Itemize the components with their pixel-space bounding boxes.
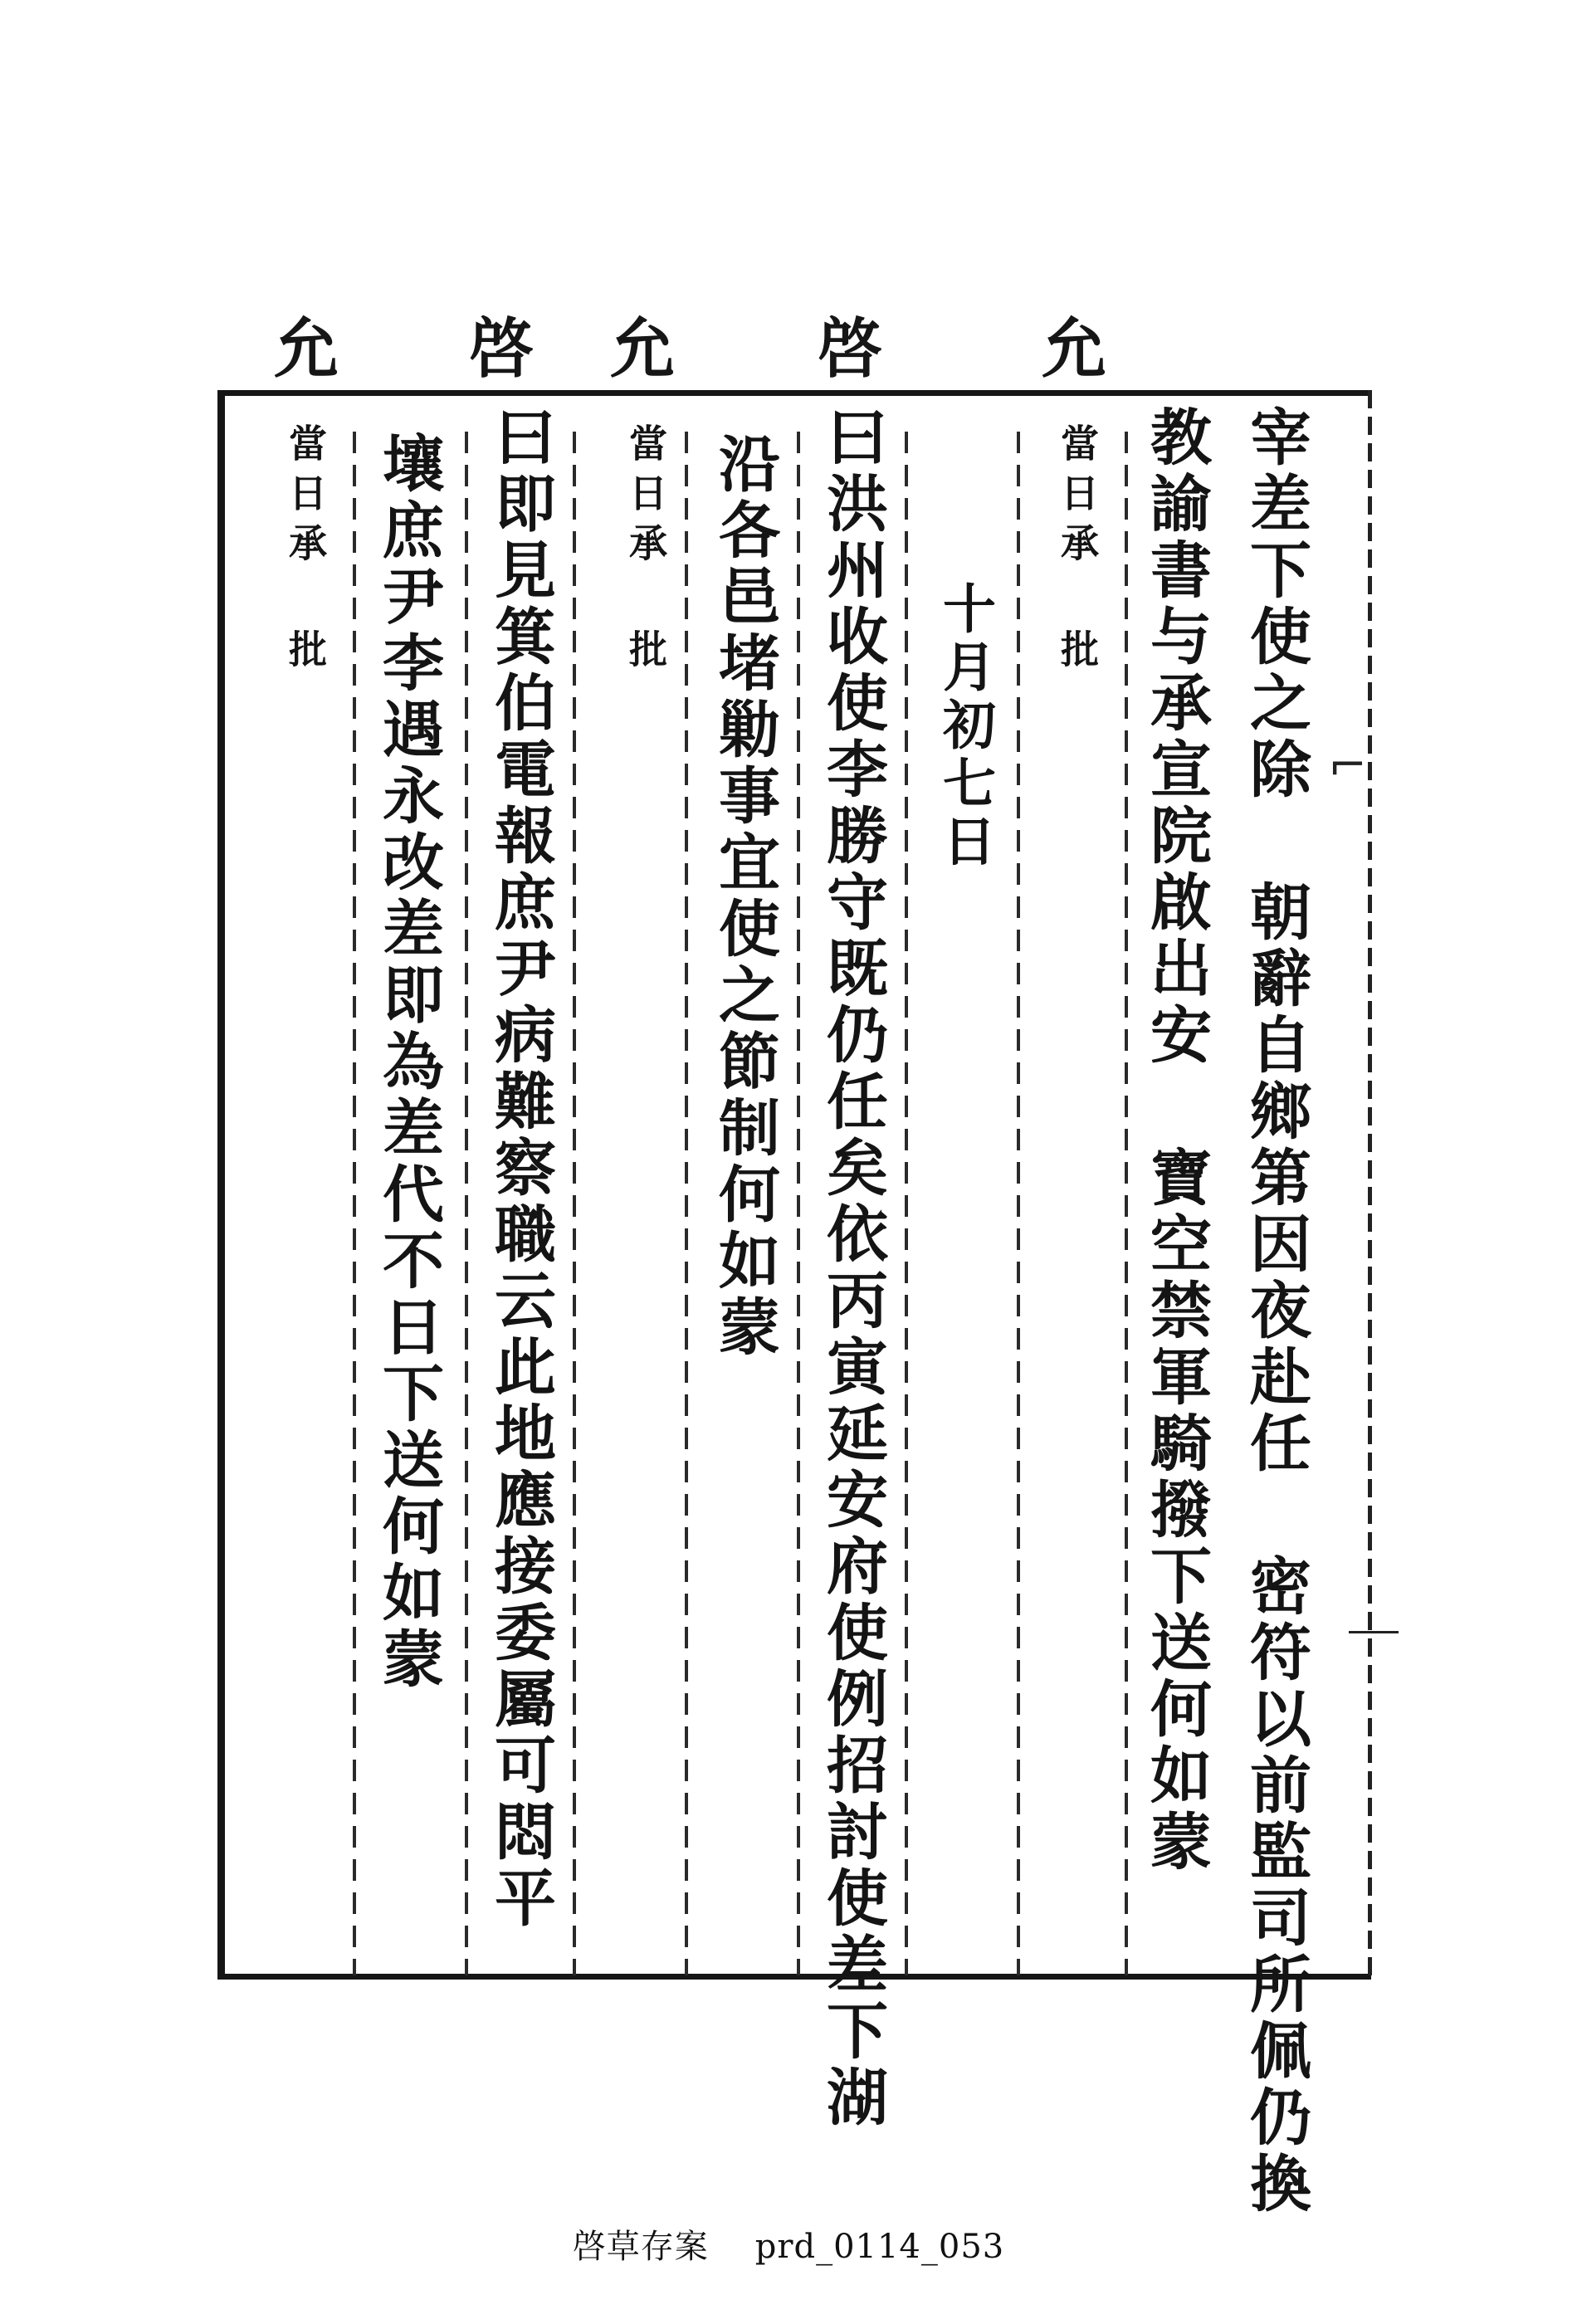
column-rule bbox=[905, 432, 908, 1975]
frame-tick-mark bbox=[1349, 1631, 1399, 1633]
header-mark: 允 bbox=[274, 311, 339, 387]
caption-title: 啓草存案 bbox=[572, 2228, 709, 2266]
page-caption bbox=[0, 2220, 1577, 2268]
column-rule bbox=[465, 432, 468, 1975]
note-column-approval: 當日承 批 bbox=[1055, 423, 1100, 679]
column-rule bbox=[573, 432, 576, 1975]
text-column-6: 壤庶尹李遇永改差即為差代不日下送何如蒙 bbox=[373, 432, 444, 1693]
column-rule bbox=[797, 432, 800, 1975]
column-rule bbox=[1125, 432, 1128, 1975]
note-column-approval: 當日承 批 bbox=[623, 423, 668, 679]
header-mark: 啓 bbox=[469, 311, 535, 387]
header-mark: 啓 bbox=[818, 311, 883, 387]
header-mark: 允 bbox=[610, 311, 676, 387]
header-mark: 允 bbox=[1042, 311, 1107, 387]
column-rule bbox=[353, 432, 356, 1975]
text-column-2: 教諭書与承宣院啟出安 寶空禁軍騎撥下送何如蒙 bbox=[1140, 405, 1212, 1876]
frame-notch-mark: ⌐ bbox=[1328, 739, 1367, 793]
text-column-4: 沿各邑堵勦事宜使之節制何如蒙 bbox=[709, 432, 780, 1361]
date-column: 十月初七日 bbox=[934, 581, 996, 872]
frame-right-edge bbox=[1368, 390, 1372, 1980]
column-rule bbox=[1017, 432, 1020, 1975]
text-column-5: 曰即見箕伯電報庶尹病難察職云此地應接委屬可悶平 bbox=[485, 405, 556, 1932]
text-column-3: 曰洪州收使李勝守既仍任矣依丙寅延安府使例招討使差下湖 bbox=[817, 405, 888, 2131]
caption-id: prd_0114_053 bbox=[754, 2228, 1005, 2266]
text-column-1: 宰差下使之除 朝辭自鄉第因夜赴任 密符以前監司所佩仍換 bbox=[1240, 405, 1311, 2218]
note-column-approval: 當日承 批 bbox=[283, 423, 328, 679]
column-rule bbox=[685, 432, 688, 1975]
